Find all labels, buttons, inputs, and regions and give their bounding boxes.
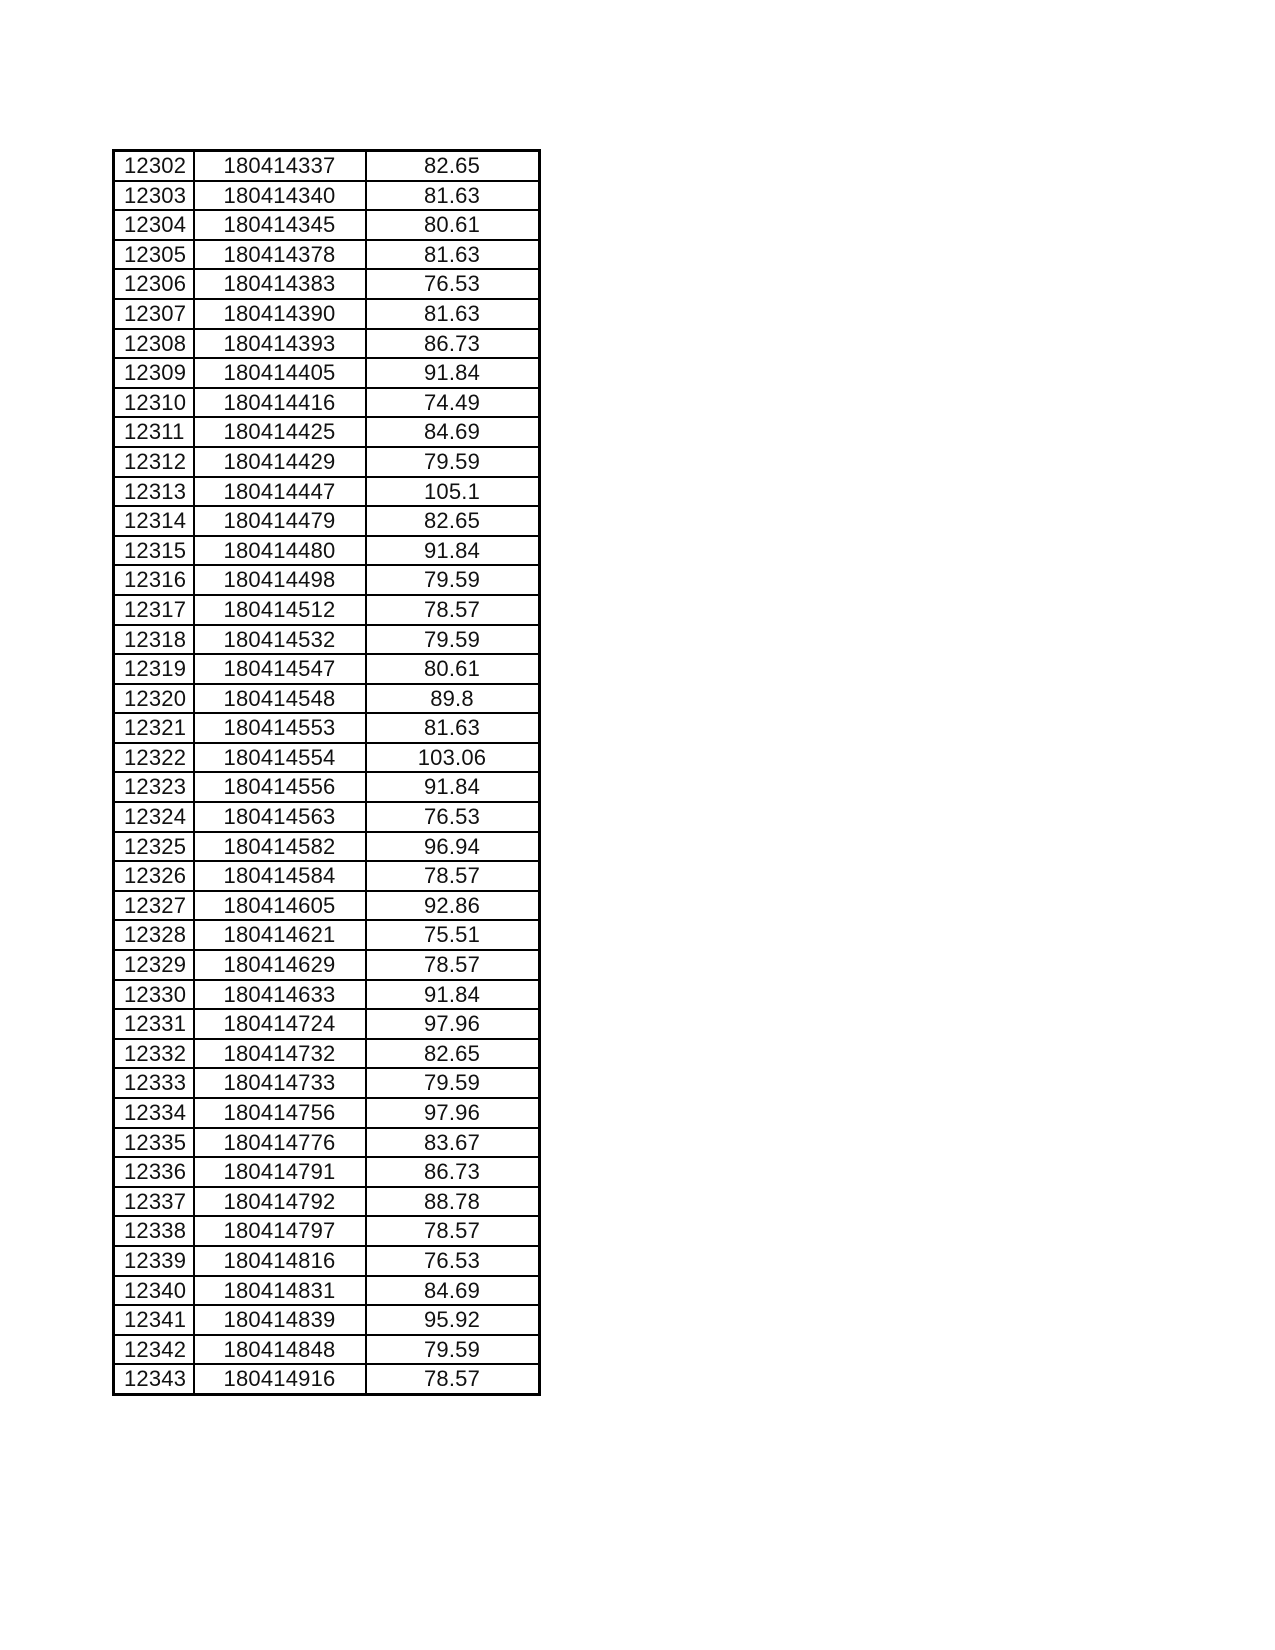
table-row <box>114 654 540 684</box>
score-cell: 89.8 <box>366 684 540 714</box>
table-row <box>114 980 540 1010</box>
score-cell: 83.67 <box>366 1128 540 1158</box>
table-row <box>114 329 540 359</box>
serial-number-cell: 12343 <box>114 1364 194 1394</box>
id-number-cell: 180414848 <box>194 1335 366 1365</box>
data-table <box>112 149 541 1396</box>
table-row <box>114 1009 540 1039</box>
table-row <box>114 861 540 891</box>
score-cell: 82.65 <box>366 151 540 181</box>
id-number-cell: 180414345 <box>194 210 366 240</box>
serial-number-cell: 12336 <box>114 1157 194 1187</box>
score-cell: 92.86 <box>366 891 540 921</box>
id-number-cell: 180414479 <box>194 506 366 536</box>
score-cell: 75.51 <box>366 920 540 950</box>
score-cell: 78.57 <box>366 1364 540 1394</box>
serial-number-cell: 12307 <box>114 299 194 329</box>
score-cell: 78.57 <box>366 595 540 625</box>
id-number-cell: 180414393 <box>194 329 366 359</box>
score-cell: 84.69 <box>366 417 540 447</box>
table-row <box>114 1098 540 1128</box>
serial-number-cell: 12311 <box>114 417 194 447</box>
serial-number-cell: 12325 <box>114 832 194 862</box>
table-row <box>114 920 540 950</box>
serial-number-cell: 12305 <box>114 240 194 270</box>
id-number-cell: 180414416 <box>194 388 366 418</box>
serial-number-cell: 12308 <box>114 329 194 359</box>
serial-number-cell: 12316 <box>114 565 194 595</box>
score-cell: 105.1 <box>366 477 540 507</box>
serial-number-cell: 12318 <box>114 625 194 655</box>
id-number-cell: 180414553 <box>194 713 366 743</box>
table-row <box>114 1335 540 1365</box>
id-number-cell: 180414733 <box>194 1068 366 1098</box>
score-cell: 74.49 <box>366 388 540 418</box>
id-number-cell: 180414480 <box>194 536 366 566</box>
table-row <box>114 151 540 181</box>
score-cell: 97.96 <box>366 1098 540 1128</box>
table-row <box>114 595 540 625</box>
id-number-cell: 180414512 <box>194 595 366 625</box>
table-row <box>114 1364 540 1394</box>
table-row <box>114 1128 540 1158</box>
id-number-cell: 180414340 <box>194 181 366 211</box>
id-number-cell: 180414547 <box>194 654 366 684</box>
score-cell: 82.65 <box>366 1039 540 1069</box>
serial-number-cell: 12304 <box>114 210 194 240</box>
id-number-cell: 180414633 <box>194 980 366 1010</box>
serial-number-cell: 12303 <box>114 181 194 211</box>
serial-number-cell: 12310 <box>114 388 194 418</box>
table-body <box>114 151 540 1395</box>
id-number-cell: 180414532 <box>194 625 366 655</box>
table-row <box>114 1039 540 1069</box>
score-cell: 97.96 <box>366 1009 540 1039</box>
id-number-cell: 180414605 <box>194 891 366 921</box>
table-row <box>114 802 540 832</box>
score-cell: 96.94 <box>366 832 540 862</box>
score-cell: 91.84 <box>366 772 540 802</box>
table-row <box>114 1187 540 1217</box>
serial-number-cell: 12342 <box>114 1335 194 1365</box>
score-cell: 79.59 <box>366 1068 540 1098</box>
table-row <box>114 269 540 299</box>
id-number-cell: 180414405 <box>194 358 366 388</box>
table-row <box>114 1216 540 1246</box>
serial-number-cell: 12302 <box>114 151 194 181</box>
serial-number-cell: 12337 <box>114 1187 194 1217</box>
table-row <box>114 1305 540 1335</box>
id-number-cell: 180414756 <box>194 1098 366 1128</box>
serial-number-cell: 12327 <box>114 891 194 921</box>
score-cell: 81.63 <box>366 240 540 270</box>
score-cell: 91.84 <box>366 536 540 566</box>
id-number-cell: 180414831 <box>194 1276 366 1306</box>
score-cell: 78.57 <box>366 861 540 891</box>
score-cell: 91.84 <box>366 980 540 1010</box>
score-cell: 79.59 <box>366 625 540 655</box>
id-number-cell: 180414776 <box>194 1128 366 1158</box>
id-number-cell: 180414337 <box>194 151 366 181</box>
serial-number-cell: 12313 <box>114 477 194 507</box>
score-cell: 81.63 <box>366 299 540 329</box>
table-row <box>114 536 540 566</box>
table-row <box>114 832 540 862</box>
score-cell: 79.59 <box>366 447 540 477</box>
id-number-cell: 180414582 <box>194 832 366 862</box>
id-number-cell: 180414629 <box>194 950 366 980</box>
serial-number-cell: 12331 <box>114 1009 194 1039</box>
score-cell: 76.53 <box>366 1246 540 1276</box>
serial-number-cell: 12319 <box>114 654 194 684</box>
id-number-cell: 180414797 <box>194 1216 366 1246</box>
table-row <box>114 181 540 211</box>
serial-number-cell: 12335 <box>114 1128 194 1158</box>
serial-number-cell: 12322 <box>114 743 194 773</box>
score-cell: 79.59 <box>366 565 540 595</box>
score-cell: 95.92 <box>366 1305 540 1335</box>
serial-number-cell: 12334 <box>114 1098 194 1128</box>
serial-number-cell: 12339 <box>114 1246 194 1276</box>
table-row <box>114 506 540 536</box>
serial-number-cell: 12329 <box>114 950 194 980</box>
serial-number-cell: 12314 <box>114 506 194 536</box>
id-number-cell: 180414563 <box>194 802 366 832</box>
id-number-cell: 180414724 <box>194 1009 366 1039</box>
serial-number-cell: 12320 <box>114 684 194 714</box>
table-row <box>114 950 540 980</box>
score-cell: 80.61 <box>366 654 540 684</box>
table-row <box>114 565 540 595</box>
score-cell: 86.73 <box>366 329 540 359</box>
table-row <box>114 625 540 655</box>
serial-number-cell: 12340 <box>114 1276 194 1306</box>
table-row <box>114 210 540 240</box>
id-number-cell: 180414621 <box>194 920 366 950</box>
serial-number-cell: 12333 <box>114 1068 194 1098</box>
score-cell: 78.57 <box>366 1216 540 1246</box>
table-row <box>114 358 540 388</box>
table-row <box>114 1068 540 1098</box>
score-cell: 76.53 <box>366 269 540 299</box>
table-row <box>114 240 540 270</box>
table-row <box>114 447 540 477</box>
score-cell: 76.53 <box>366 802 540 832</box>
table-row <box>114 743 540 773</box>
score-cell: 80.61 <box>366 210 540 240</box>
serial-number-cell: 12315 <box>114 536 194 566</box>
serial-number-cell: 12330 <box>114 980 194 1010</box>
score-cell: 88.78 <box>366 1187 540 1217</box>
score-cell: 79.59 <box>366 1335 540 1365</box>
id-number-cell: 180414447 <box>194 477 366 507</box>
score-cell: 81.63 <box>366 713 540 743</box>
serial-number-cell: 12324 <box>114 802 194 832</box>
id-number-cell: 180414839 <box>194 1305 366 1335</box>
table-row <box>114 713 540 743</box>
table-row <box>114 1276 540 1306</box>
serial-number-cell: 12326 <box>114 861 194 891</box>
serial-number-cell: 12312 <box>114 447 194 477</box>
serial-number-cell: 12306 <box>114 269 194 299</box>
score-cell: 81.63 <box>366 181 540 211</box>
table-row <box>114 388 540 418</box>
id-number-cell: 180414791 <box>194 1157 366 1187</box>
id-number-cell: 180414429 <box>194 447 366 477</box>
id-number-cell: 180414378 <box>194 240 366 270</box>
serial-number-cell: 12317 <box>114 595 194 625</box>
score-cell: 82.65 <box>366 506 540 536</box>
id-number-cell: 180414390 <box>194 299 366 329</box>
table-row <box>114 772 540 802</box>
table-row <box>114 684 540 714</box>
id-number-cell: 180414556 <box>194 772 366 802</box>
serial-number-cell: 12323 <box>114 772 194 802</box>
id-number-cell: 180414816 <box>194 1246 366 1276</box>
table-row <box>114 891 540 921</box>
serial-number-cell: 12321 <box>114 713 194 743</box>
id-number-cell: 180414584 <box>194 861 366 891</box>
id-number-cell: 180414383 <box>194 269 366 299</box>
table-row <box>114 417 540 447</box>
id-number-cell: 180414792 <box>194 1187 366 1217</box>
table-row <box>114 299 540 329</box>
serial-number-cell: 12338 <box>114 1216 194 1246</box>
score-cell: 103.06 <box>366 743 540 773</box>
id-number-cell: 180414498 <box>194 565 366 595</box>
table-row <box>114 1246 540 1276</box>
id-number-cell: 180414732 <box>194 1039 366 1069</box>
serial-number-cell: 12332 <box>114 1039 194 1069</box>
serial-number-cell: 12341 <box>114 1305 194 1335</box>
id-number-cell: 180414554 <box>194 743 366 773</box>
table-row <box>114 1157 540 1187</box>
id-number-cell: 180414916 <box>194 1364 366 1394</box>
score-cell: 78.57 <box>366 950 540 980</box>
score-cell: 86.73 <box>366 1157 540 1187</box>
score-cell: 91.84 <box>366 358 540 388</box>
score-cell: 84.69 <box>366 1276 540 1306</box>
id-number-cell: 180414425 <box>194 417 366 447</box>
table-row <box>114 477 540 507</box>
id-number-cell: 180414548 <box>194 684 366 714</box>
serial-number-cell: 12328 <box>114 920 194 950</box>
serial-number-cell: 12309 <box>114 358 194 388</box>
